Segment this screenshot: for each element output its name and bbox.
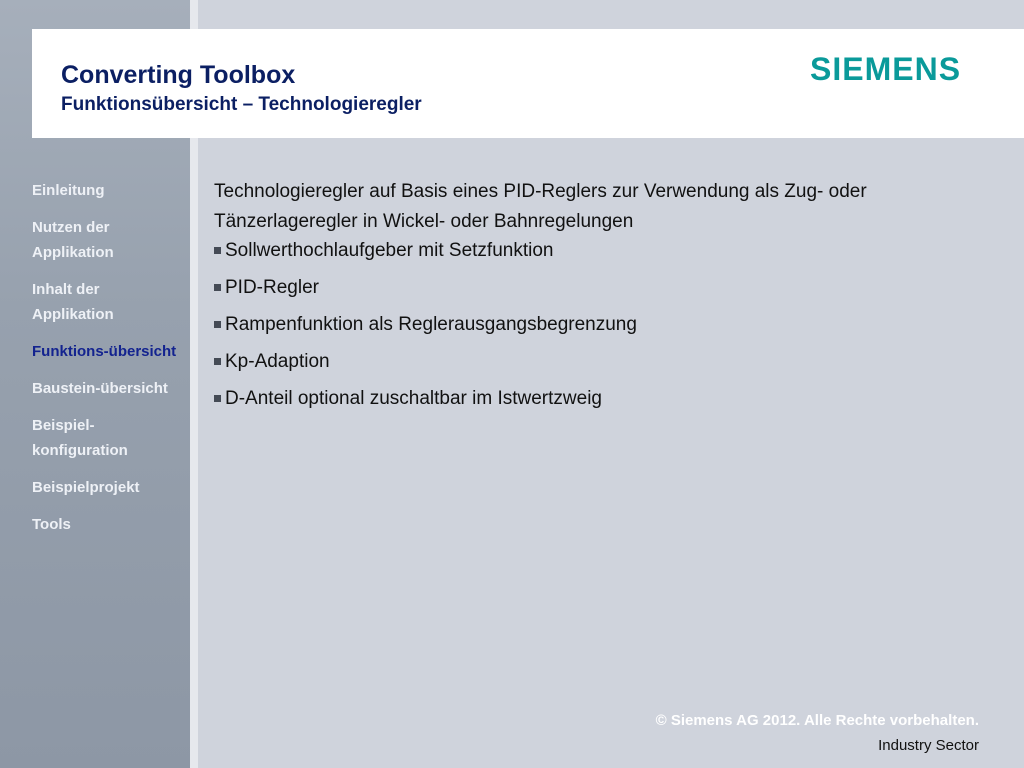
copyright-notice: © Siemens AG 2012. Alle Rechte vorbehalten.	[655, 712, 979, 729]
list-item-label: Sollwerthochlaufgeber mit Setzfunktion	[225, 240, 554, 261]
square-bullet-icon	[214, 321, 221, 328]
list-item-label: Kp-Adaption	[225, 351, 330, 372]
sidebar-item-einleitung[interactable]: Einleitung	[32, 182, 105, 199]
sidebar-item-beispielprojekt[interactable]: Beispielprojekt	[32, 479, 140, 496]
page-subtitle: Funktionsübersicht – Technologieregler	[61, 94, 422, 115]
list-item-label: Rampenfunktion als Reglerausgangsbegrenzung	[225, 314, 637, 335]
intro-text: Technologieregler auf Basis eines PID-Reglers zur Verwendung als Zug- oder Tänzerlageregler in Wickel- oder Bahnregelungen	[214, 181, 867, 232]
sidebar-nav	[32, 178, 182, 549]
sidebar-item-nutzen[interactable]: Nutzen der Applikation	[32, 219, 114, 261]
sidebar-item-bausteinuebersicht[interactable]: Baustein-übersicht	[32, 380, 168, 397]
list-item	[214, 351, 984, 373]
square-bullet-icon	[214, 358, 221, 365]
sidebar-item-tools[interactable]: Tools	[32, 516, 71, 533]
list-item	[214, 240, 984, 262]
list-item-label: PID-Regler	[225, 277, 319, 298]
siemens-logo: SIEMENS	[810, 51, 962, 87]
square-bullet-icon	[214, 247, 221, 254]
sidebar-item-funktionsuebersicht[interactable]: Funktions-übersicht	[32, 343, 177, 360]
page-title: Converting Toolbox	[61, 61, 296, 89]
list-item	[214, 277, 984, 299]
header-band	[32, 29, 1024, 138]
feature-list	[214, 240, 984, 410]
main-content	[214, 177, 984, 425]
square-bullet-icon	[214, 395, 221, 402]
sidebar-item-inhalt[interactable]: Inhalt der Applikation	[32, 281, 114, 323]
sector-label: Industry Sector	[878, 737, 979, 754]
list-item	[214, 388, 984, 410]
list-item-label: D-Anteil optional zuschaltbar im Istwertzweig	[225, 388, 602, 409]
sidebar-item-beispielkonfiguration[interactable]: Beispiel-konfiguration	[32, 417, 128, 459]
list-item	[214, 314, 984, 336]
square-bullet-icon	[214, 284, 221, 291]
